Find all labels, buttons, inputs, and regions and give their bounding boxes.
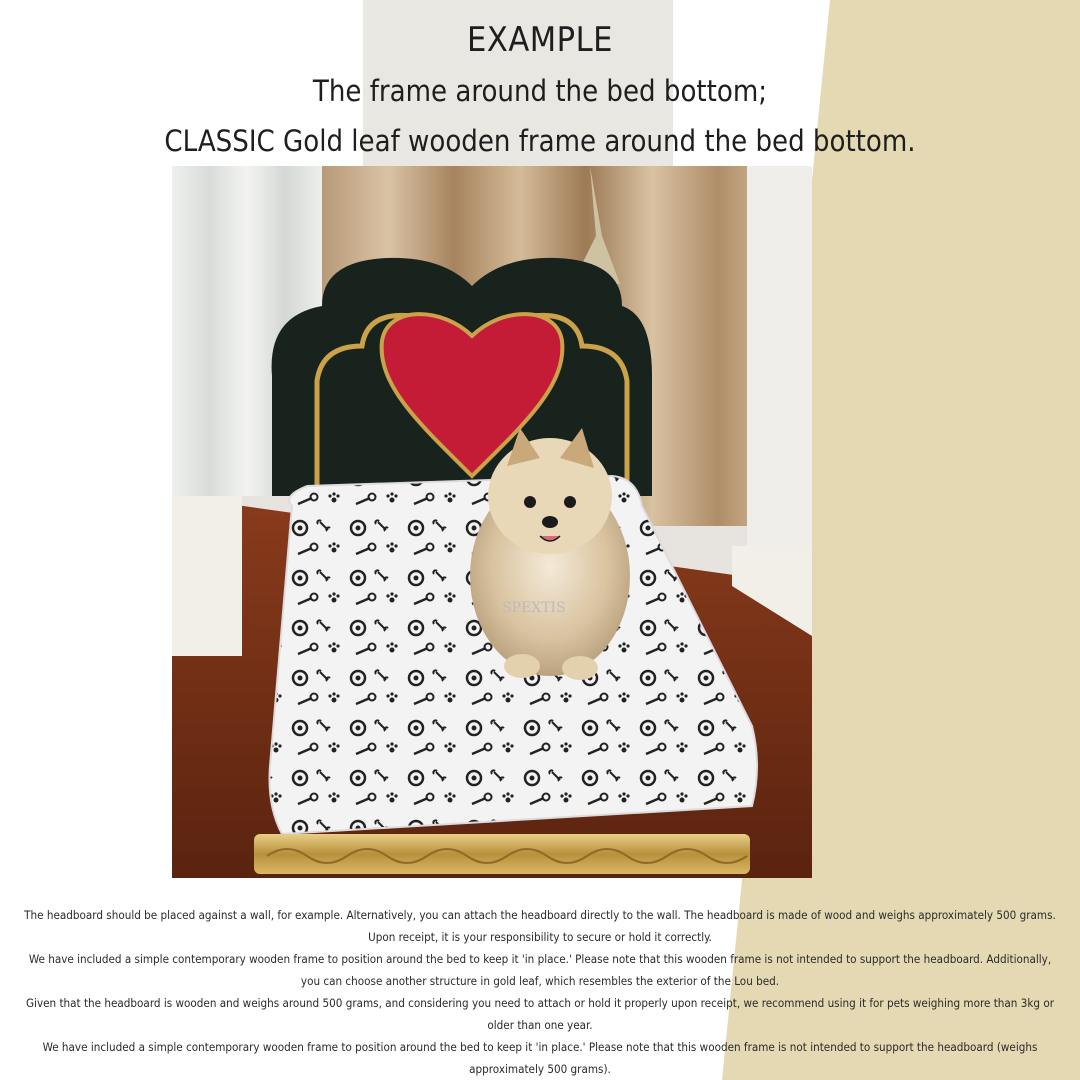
description-paragraph-4: We have included a simple contemporary wooden frame to position around the bed to keep it 'in place.' Please note that this wooden frame is not intended to support the headboard (weighs approximately 500 grams). <box>42 1040 1038 1076</box>
photo-watermark: SPEXTIS <box>502 600 566 616</box>
heading-example: EXAMPLE <box>467 20 613 60</box>
description-paragraph-3: Given that the headboard is wooden and weighs around 500 grams, and considering you need to attach or hold it properly upon receipt, we recommend using it for pets weighing more than 3kg or older than one year. <box>25 996 1055 1032</box>
product-photo <box>172 166 812 878</box>
page-heading <box>0 14 1080 166</box>
description-paragraph-2: We have included a simple contemporary wooden frame to position around the bed to keep it 'in place.' Please note that this wooden frame is not intended to support the headboard. Additionally, you can choose another structure in gold leaf, which resembles the exterior of the Lou bed. <box>28 952 1052 988</box>
description-text <box>22 904 1058 1080</box>
description-paragraph-1: The headboard should be placed against a wall, for example. Alternatively, you can attach the headboard directly to the wall. The headboard is made of wood and weighs approximately 500 grams. Upon receipt, it is your responsibility to secure or hold it correctly. <box>24 908 1056 944</box>
heading-frame: The frame around the bed bottom; <box>312 74 768 108</box>
heading-classic-frame: CLASSIC Gold leaf wooden frame around the bed bottom. <box>164 124 916 158</box>
